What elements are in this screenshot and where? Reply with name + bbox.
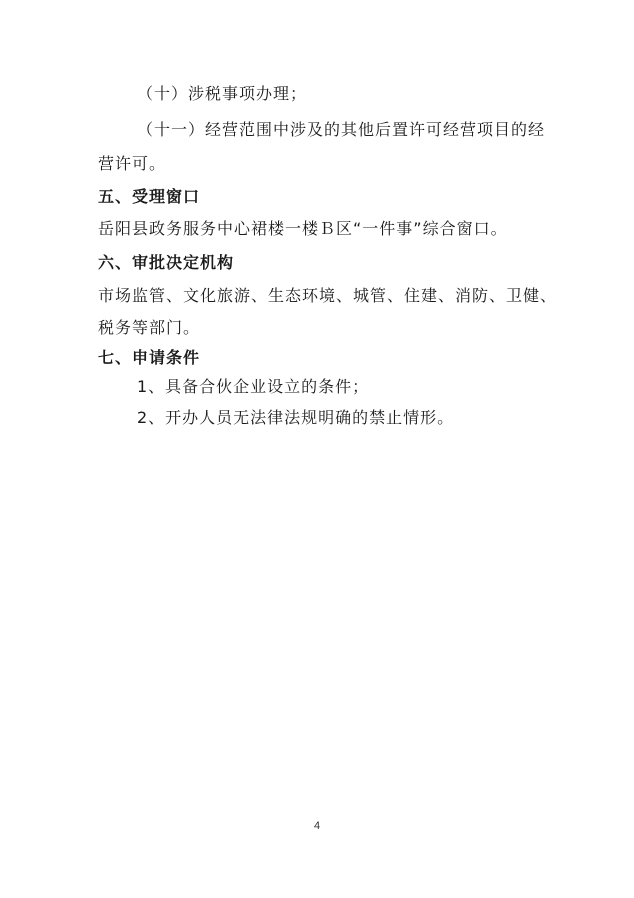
section-6-heading: 六、审批决定机构 <box>98 253 235 272</box>
page-number: 4 <box>313 820 321 832</box>
item-10-text: （十）涉税事项办理； <box>137 84 308 103</box>
condition-item: 1、具备合伙企业设立的条件； <box>137 377 370 396</box>
section-5-text: 岳阳县政务服务中心裙楼一楼Ｂ区“一件事”综合窗口。 <box>98 219 508 238</box>
section-7-heading: 七、申请条件 <box>98 348 201 367</box>
condition-item: 2、开办人员无法律法规明确的禁止情形。 <box>137 408 455 427</box>
section-6-text-line2: 税务等部门。 <box>98 318 201 337</box>
section-6-text-line1: 市场监管、文化旅游、生态环境、城管、住建、消防、卫健、 <box>98 286 558 305</box>
item-11-text-line2: 营许可。 <box>98 154 167 173</box>
item-11-text-line1: （十一）经营范围中涉及的其他后置许可经营项目的经 <box>137 120 546 139</box>
section-5-heading: 五、受理窗口 <box>98 187 201 206</box>
